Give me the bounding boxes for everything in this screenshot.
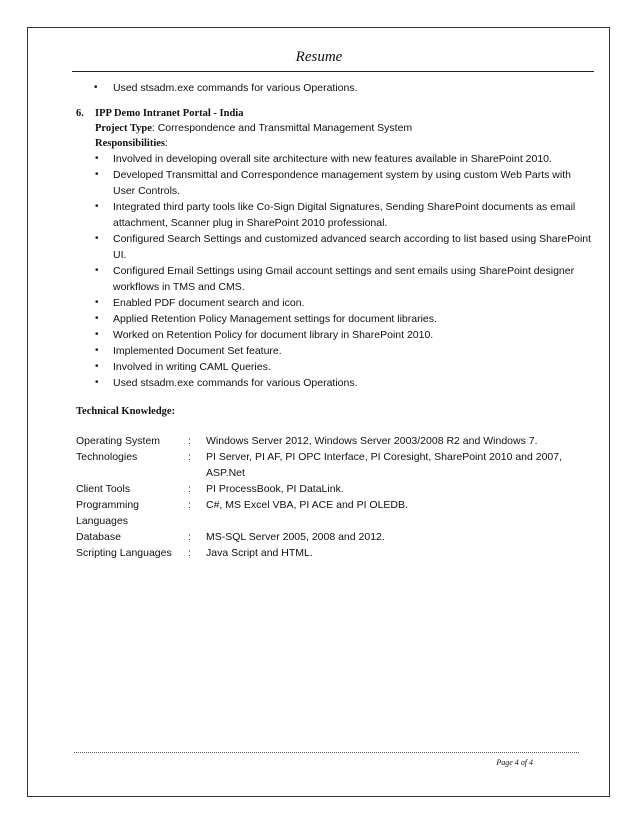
project-body <box>76 121 596 391</box>
list-item: • Implemented Document Set feature. <box>95 343 596 359</box>
responsibilities-label: Responsibilities <box>95 138 166 149</box>
list-item: • Developed Transmittal and Correspondence management system by using custom Web Parts with User Controls. <box>95 167 596 199</box>
technical-table <box>76 433 596 561</box>
tech-colon: : <box>188 499 191 511</box>
list-item: • Integrated third party tools like Co-Sign Digital Signatures, Sending SharePoint documents as email attachment, Scanner plug in SharePoint 2010 professional. <box>95 199 596 231</box>
tech-label: Operating System <box>76 435 161 447</box>
tech-label: Scripting Languages <box>76 547 172 559</box>
responsibilities-list <box>95 151 596 391</box>
tech-label: Technologies <box>76 451 138 463</box>
list-item: • Involved in developing overall site architecture with new features available in SharePoint 2010. <box>95 151 596 167</box>
project-type-label: Project Type <box>95 123 152 134</box>
header-title: Resume <box>295 49 343 65</box>
list-item: • Used stsadm.exe commands for various Operations. <box>76 80 596 96</box>
tech-label: Database <box>76 531 121 543</box>
list-item: • Enabled PDF document search and icon. <box>95 295 596 311</box>
tech-label: Client Tools <box>76 483 131 495</box>
responsibilities-colon: : <box>165 137 168 149</box>
tech-colon: : <box>188 531 191 543</box>
tech-value: MS-SQL Server 2005, 2008 and 2012. <box>206 531 385 543</box>
top-bullet-list <box>76 80 596 96</box>
project-name: IPP Demo Intranet Portal - India <box>95 108 244 119</box>
table-row <box>76 529 596 545</box>
responsibilities-line <box>95 136 596 151</box>
tech-colon: : <box>188 435 191 447</box>
tech-value: Java Script and HTML. <box>206 547 313 559</box>
tech-colon: : <box>188 547 191 559</box>
tech-value: Windows Server 2012, Windows Server 2003/2008 R2 and Windows 7. <box>206 435 538 447</box>
list-item: • Configured Email Settings using Gmail account settings and sent emails using SharePoint designer workflows in TMS and CMS. <box>95 263 596 295</box>
table-row <box>76 545 596 561</box>
tech-colon: : <box>188 483 191 495</box>
technical-heading: Technical Knowledge: <box>76 406 176 417</box>
list-item: • Involved in writing CAML Queries. <box>95 359 596 375</box>
header-rule <box>72 71 594 72</box>
project-type-value: : Correspondence and Transmittal Management System <box>151 122 413 134</box>
list-item: • Applied Retention Policy Management settings for document libraries. <box>95 311 596 327</box>
footer-rule <box>74 752 579 753</box>
list-item: • Used stsadm.exe commands for various Operations. <box>95 375 596 391</box>
page-number: Page 4 of 4 <box>496 758 533 767</box>
table-row <box>76 497 596 529</box>
list-item: • Worked on Retention Policy for document library in SharePoint 2010. <box>95 327 596 343</box>
project-type-line <box>95 121 596 136</box>
list-item: • Configured Search Settings and customized advanced search according to list based using SharePoint UI. <box>95 231 596 263</box>
resume-content <box>76 80 596 561</box>
project-header <box>76 106 596 121</box>
table-row <box>76 449 596 481</box>
project-section <box>76 106 596 391</box>
project-number: 6. <box>76 108 84 119</box>
tech-value: PI Server, PI AF, PI OPC Interface, PI Coresight, SharePoint 2010 and 2007, ASP.Net <box>206 451 563 479</box>
tech-colon: : <box>188 451 191 463</box>
tech-value: PI ProcessBook, PI DataLink. <box>206 483 344 495</box>
table-row <box>76 433 596 449</box>
tech-label: Programming Languages <box>76 499 140 527</box>
tech-value: C#, MS Excel VBA, PI ACE and PI OLEDB. <box>206 499 408 511</box>
table-row <box>76 481 596 497</box>
